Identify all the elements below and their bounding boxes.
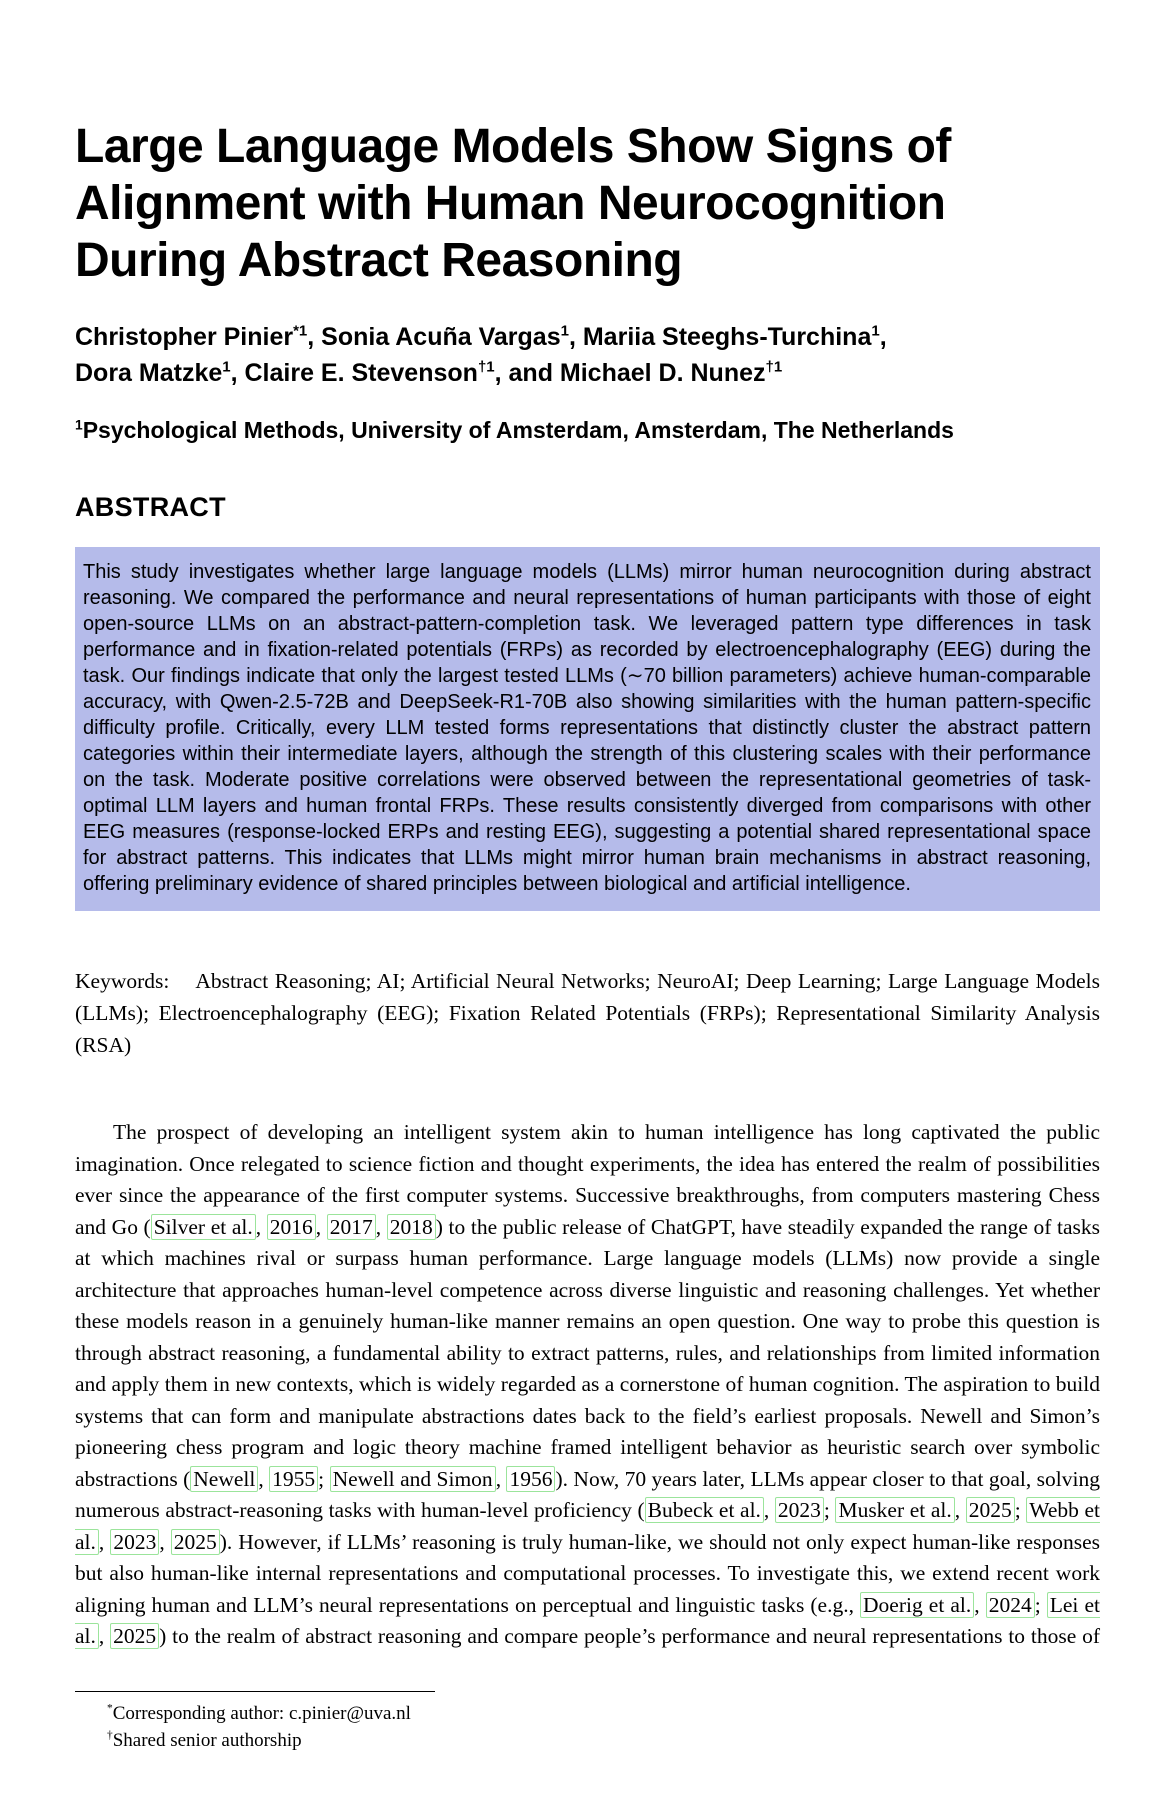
author-superscript: *1 [293, 322, 308, 340]
paper-title [75, 118, 1100, 289]
affiliation-superscript: 1 [75, 417, 83, 433]
citation-link[interactable]: Doerig et al. [860, 1592, 974, 1618]
abstract-text: This study investigates whether large language models (LLMs) mirror human neurocognition during abstract reasoning. We compared the performance and neural representations of human participants with those of eight open-source LLMs on an abstract-pattern-completion task. We leveraged pattern type differences in task performance and in fixation-related potentials (FRPs) as recorded by electroencephalography (EEG) during the task. Our findings indicate that only the largest tested LLMs (∼70 billion parameters) achieve human-comparable accuracy, with Qwen-2.5-72B and DeepSeek-R1-70B also showing similarities with the human pattern-specific difficulty profile. Critically, every LLM tested forms representations that distinctly cluster the abstract pattern categories within their intermediate layers, although the strength of this clustering scales with their performance on the task. Moderate positive correlations were observed between the representational geometries of task-optimal LLM layers and human frontal FRPs. These results consistently diverged from comparisons with other EEG measures (response-locked ERPs and resting EEG), suggesting a potential shared representational space for abstract patterns. This indicates that LLMs might mirror human brain mechanisms in abstract reasoning, offering preliminary evidence of shared principles between biological and artificial intelligence. [83, 561, 1091, 895]
citation-link[interactable]: 2018 [387, 1214, 436, 1240]
citation-link[interactable]: Lei et al. [75, 1592, 1100, 1648]
citation-link[interactable]: 2025 [966, 1497, 1015, 1523]
abstract-heading: ABSTRACT [75, 492, 226, 522]
author-superscript: †1 [477, 358, 495, 376]
citation-link[interactable]: Newell [190, 1466, 258, 1492]
citation-link[interactable]: Webb et al. [75, 1498, 1100, 1554]
citation-link[interactable]: 2016 [267, 1214, 316, 1240]
citation-link[interactable]: 1956 [506, 1466, 555, 1492]
footnote-text: Shared senior authorship [112, 1729, 302, 1751]
author-superscript: 1 [871, 322, 880, 340]
author-superscript: 1 [222, 358, 231, 376]
citation-link[interactable]: Musker et al. [835, 1497, 954, 1523]
citation-link[interactable]: 2023 [110, 1529, 159, 1555]
title-line-3: During Abstract Reasoning [75, 234, 683, 287]
footnote-text: Corresponding author: c.pinier@uva.nl [112, 1702, 411, 1724]
footnote-corresponding-author [75, 1700, 1100, 1727]
keywords-block [75, 965, 1100, 1061]
title-line-1: Large Language Models Show Signs of [75, 120, 951, 173]
author-superscript: †1 [765, 358, 783, 376]
asterisk-marker: * [107, 1702, 113, 1715]
abstract-highlight-box [75, 547, 1100, 911]
citation-link[interactable]: 2024 [986, 1592, 1035, 1618]
footnotes [75, 1700, 1100, 1754]
citation-link[interactable]: Newell and Simon [330, 1466, 496, 1492]
keywords-label: Keywords: [75, 969, 170, 993]
citation-link[interactable]: 1955 [269, 1466, 318, 1492]
dagger-marker: † [107, 1729, 113, 1742]
citation-link[interactable]: Bubeck et al. [645, 1497, 764, 1523]
affiliation [75, 417, 1100, 444]
footnote-rule [75, 1691, 435, 1692]
author-list: Christopher Pinier$^{*1}$, Sonia Acuña Vargas$^1$, Mariia Steeghs-Turchina$^1$, Dora Matzke$^1$, Claire E. Stevenson$^{\dagger 1}$, and Michael D. Nunez$^{\dagger 1}$ [75, 322, 887, 387]
footnote-shared-authorship [75, 1727, 1100, 1754]
title-line-2: Alignment with Human Neurocognition [75, 177, 946, 230]
citation-link[interactable]: 2025 [171, 1529, 220, 1555]
citation-link[interactable]: Silver et al. [151, 1214, 256, 1240]
author-superscript: 1 [560, 322, 569, 340]
affiliation-text: Psychological Methods, University of Amsterdam, Amsterdam, The Netherlands [82, 417, 954, 443]
citation-link[interactable]: 2023 [775, 1497, 824, 1523]
citation-link[interactable]: 2017 [327, 1214, 376, 1240]
intro-paragraph: The prospect of developing an intelligent system akin to human intelligence has long captivated the public imagination. Once relegated to science fiction and thought experiments, the idea has entered the realm of possibilities ever since the appearance of the first computer systems. Successive breakthroughs, from computers mastering Chess and Go ( Silver et al. , 2016 , 2017 , 2018 ) to the public release of ChatGPT, have steadily expanded the range of tasks at which machines rival or surpass human performance. Large language models (LLMs) now provide a single architecture that approaches human-level competence across diverse linguistic and reasoning challenges. Yet whether these models reason in a genuinely human-like manner remains an open question. One way to probe this question is through abstract reasoning, a fundamental ability to extract patterns, rules, and relationships from limited information and apply them in new contexts, which is widely regarded as a cornerstone of human cognition. The aspiration to build systems that can form and manipulate abstractions dates back to the field’s earliest proposals. Newell and Simon’s pioneering chess program and logic theory machine framed intelligent behavior as heuristic search over symbolic abstractions ( Newell , 1955 ; Newell and Simon , 1956 ). Now, 70 years later, LLMs appear closer to that goal, solving numerous abstract-reasoning tasks with human-level proficiency ( Bubeck et al. , 2023 ; Musker et al. , 2025 ; Webb et al. , 2023 , 2025 ). However, if LLMs’ reasoning is truly human-like, we should not only expect human-like responses but also human-like internal representations and computational processes. To investigate this, we extend recent work aligning human and LLM’s neural representations on perceptual and linguistic tasks (e.g., Doerig et al. , 2024 ; Lei et al. , 2025 ) to the realm of abstract reasoning and compare people’s performance and neural representations to those of [75, 1120, 1101, 1648]
keywords-text: Abstract Reasoning; AI; Artificial Neural Networks; NeuroAI; Deep Learning; Large Language Models (LLMs); Electroencephalography (EEG); Fixation Related Potentials (FRPs); Representational Similarity Analysis (RSA) [75, 969, 1100, 1057]
citation-link[interactable]: 2025 [110, 1623, 159, 1649]
